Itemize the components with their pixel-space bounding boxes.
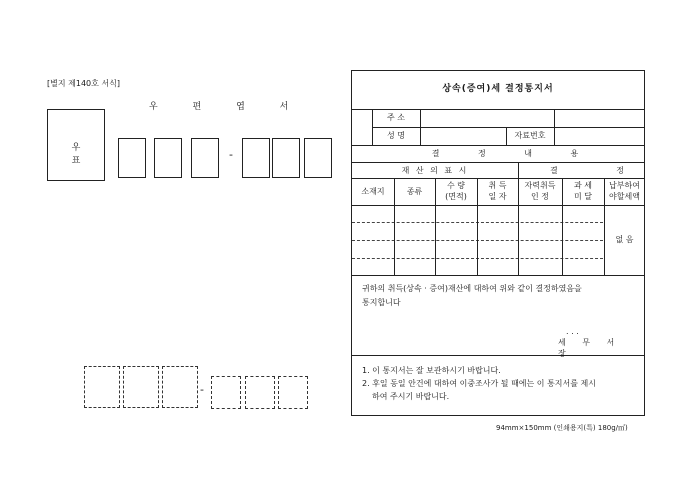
decision-notice-form <box>351 70 652 416</box>
col-self-acquisition-sub: 인 정 <box>531 192 549 201</box>
notice-body-line: 귀하의 취득(상속 · 증여)재산에 대하여 위와 같이 결정하였음을 <box>362 284 582 293</box>
tax-office-head: 세 무 서 장 <box>558 338 622 358</box>
postal-code-dash: - <box>229 148 233 161</box>
form-title: 상속(증여)세 결정통지서 <box>442 84 554 94</box>
col-acquisition-sub: 일 자 <box>488 192 507 201</box>
note-item: 2. 후일 동일 안건에 대하여 이중조사가 될 때에는 이 통지서를 제시 <box>362 379 596 388</box>
stamp-box <box>47 109 105 181</box>
postal-code-box <box>154 138 182 178</box>
postal-code-box <box>304 138 332 178</box>
address-label: 주 소 <box>387 113 405 122</box>
notes <box>362 364 636 403</box>
notice-body-line: 통지합니다 <box>362 298 401 307</box>
note-item-continued: 하여 주시기 바랍니다. <box>372 392 450 401</box>
tax-amount-value: 없 음 <box>615 235 634 244</box>
paper-spec: 94mm×150mm (인쇄용지(특) 180g/㎡) <box>496 424 628 432</box>
recipient-postal-box <box>162 366 198 408</box>
col-payment-sub: 야할세액 <box>609 192 640 201</box>
recipient-postal-dash: - <box>200 383 204 396</box>
col-type: 종류 <box>406 187 423 196</box>
postcard-title: 우 편 엽 서 <box>149 102 305 112</box>
stamp-label: 우 표 <box>71 143 91 166</box>
col-location: 소재지 <box>361 187 385 196</box>
date-placeholder: . . . <box>566 327 579 336</box>
recipient-postal-box <box>211 376 241 409</box>
recipient-postal-box <box>123 366 159 408</box>
recipient-postal-box <box>245 376 275 409</box>
recipient-postal-box <box>84 366 120 408</box>
decision-subheader: 결 정 <box>550 166 652 175</box>
postal-code-box <box>272 138 300 178</box>
decision-details-header: 결 정 내 용 <box>431 149 597 158</box>
note-item: 1. 이 통지서는 잘 보관하시기 바랍니다. <box>362 366 501 375</box>
postal-code-box <box>191 138 219 178</box>
col-acquisition: 취 득 <box>488 181 507 190</box>
postal-code-box <box>118 138 146 178</box>
col-self-acquisition: 자력취득 <box>524 181 556 190</box>
col-payment: 납부하여 <box>609 181 640 190</box>
col-quantity: 수 량 <box>447 181 465 190</box>
recipient-postal-box <box>278 376 308 409</box>
col-taxable: 과 세 <box>574 181 592 190</box>
ref-number-label: 자료번호 <box>514 131 546 140</box>
form-label: [별지 제140호 서식] <box>47 79 120 88</box>
name-label: 성 명 <box>387 131 405 140</box>
postal-code-box <box>242 138 270 178</box>
col-taxable-sub: 미 달 <box>574 192 592 201</box>
col-quantity-sub: (면적) <box>445 192 467 201</box>
property-header: 재 산 의 표 시 <box>401 166 469 175</box>
notice-body <box>362 282 634 310</box>
